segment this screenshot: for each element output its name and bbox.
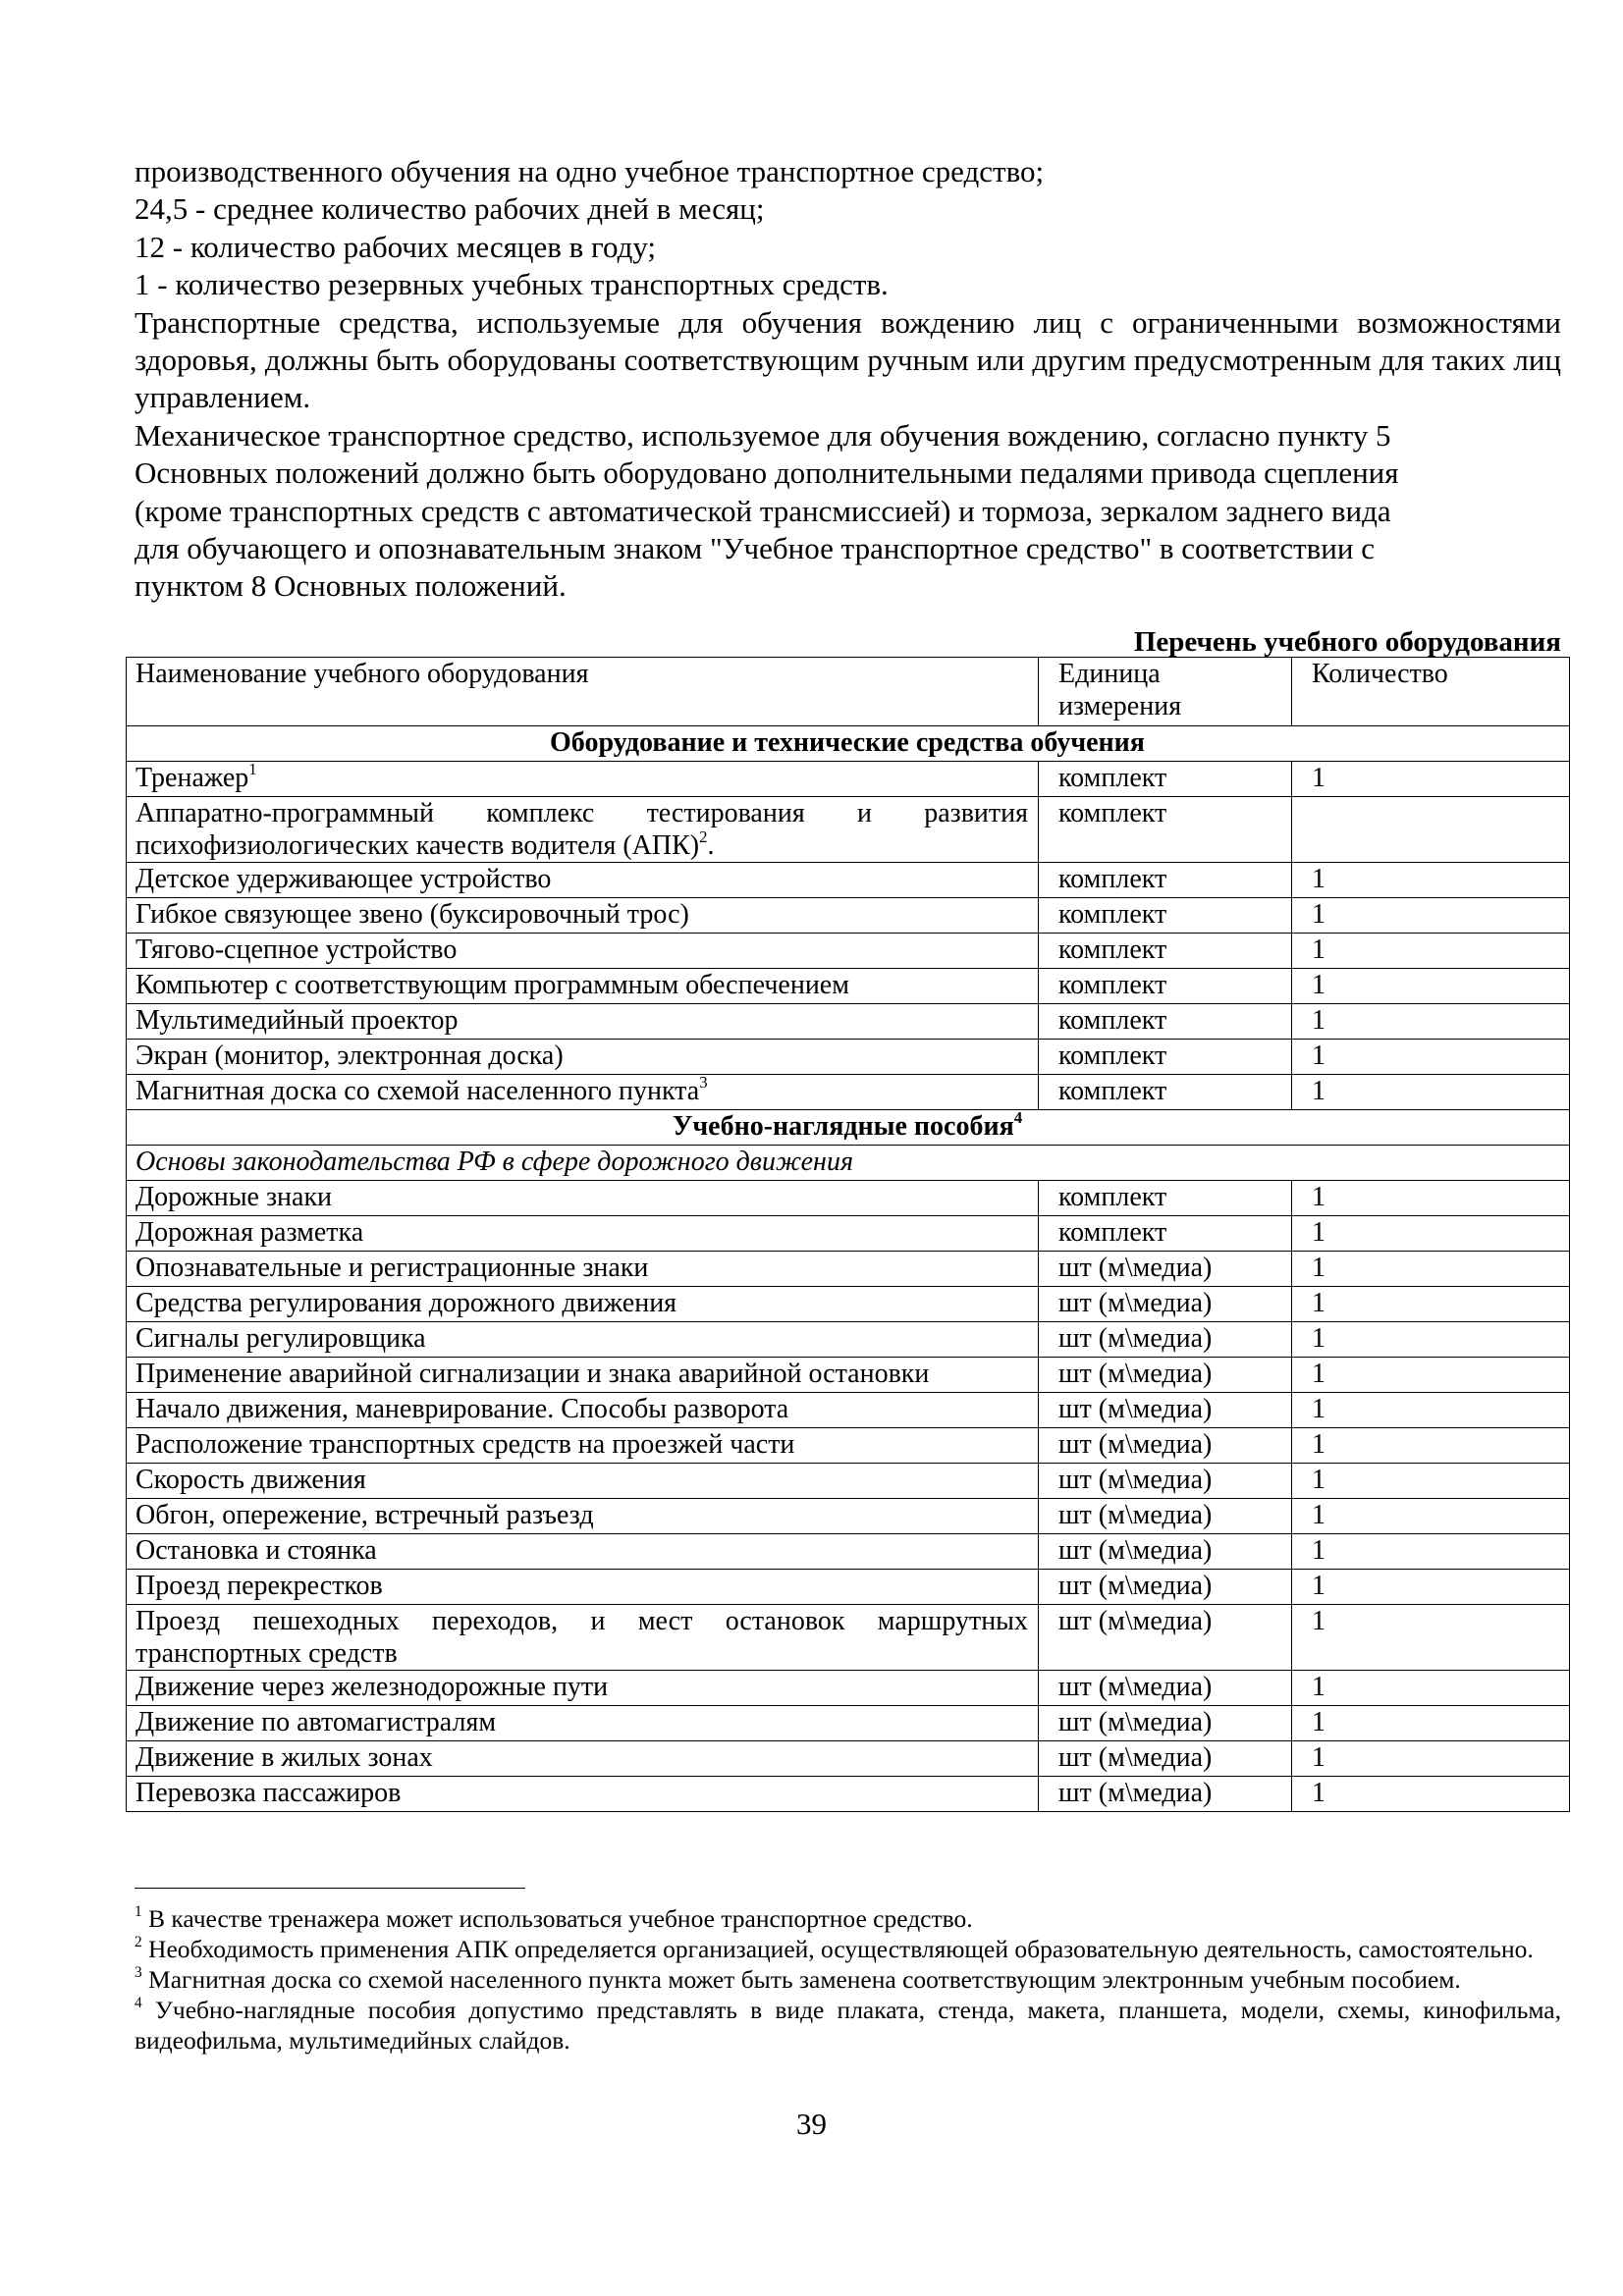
equipment-name: Аппаратно-программный комплекс тестирования и развития психофизиологических качеств водителя (АПК)$^2$. (127, 797, 1039, 863)
equipment-name: Перевозка пассажиров (127, 1777, 1039, 1812)
equipment-unit: шт (м\медиа) (1039, 1252, 1292, 1287)
equipment-quantity: 1 (1292, 1216, 1570, 1252)
table-header-row (127, 658, 1570, 726)
equipment-name: Остановка и стоянка (127, 1534, 1039, 1570)
equipment-quantity: 1 (1292, 1004, 1570, 1040)
equipment-quantity: 1 (1292, 1499, 1570, 1534)
page-number: 39 (796, 2107, 827, 2141)
footnote: $^4$ Учебно-наглядные пособия допустимо представлять в виде плаката, стенда, макета, планшета, модели, схемы, кинофильма, видеофильма, мультимедийных слайдов. (135, 1994, 1561, 2055)
table-row (127, 898, 1570, 934)
section-row-visual-aids (127, 1110, 1570, 1146)
footnote-number: 4 (135, 1994, 142, 2011)
equipment-name: Начало движения, маневрирование. Способы разворота (127, 1393, 1039, 1428)
equipment-unit: шт (м\медиа) (1039, 1322, 1292, 1358)
table-row (127, 1534, 1570, 1570)
table-row (127, 1671, 1570, 1706)
equipment-quantity: 1 (1292, 863, 1570, 898)
equipment-name: Движение в жилых зонах (127, 1741, 1039, 1777)
equipment-unit: комплект (1039, 969, 1292, 1004)
equipment-unit: шт (м\медиа) (1039, 1671, 1292, 1706)
equipment-unit: шт (м\медиа) (1039, 1464, 1292, 1499)
table-row (127, 1706, 1570, 1741)
footnote: $^1$ В качестве тренажера может использоваться учебное транспортное средство. (135, 1902, 973, 1933)
equipment-quantity: 1 (1292, 1393, 1570, 1428)
equipment-name: Проезд пешеходных переходов, и мест остановок маршрутных транспортных средств (127, 1605, 1039, 1671)
subsection-title: Основы законодательства РФ в сфере дорожного движения (127, 1146, 1570, 1181)
equipment-quantity: 1 (1292, 1570, 1570, 1605)
equipment-name: Проезд перекрестков (127, 1570, 1039, 1605)
table-row (127, 1428, 1570, 1464)
section-title: Оборудование и технические средства обучения (127, 726, 1570, 762)
section-title: Учебно-наглядные пособия$^4$ (127, 1110, 1570, 1146)
equipment-quantity: 1 (1292, 1075, 1570, 1110)
equipment-unit: шт (м\медиа) (1039, 1534, 1292, 1570)
footnote-ref: 4 (1013, 1107, 1023, 1127)
footnotes (135, 1903, 1561, 2056)
equipment-name: Обгон, опережение, встречный разъезд (127, 1499, 1039, 1534)
mechanical-vehicle-line: Механическое транспортное средство, используемое для обучения вождению, согласно пункту 5 (135, 417, 1391, 453)
table-row (127, 1605, 1570, 1671)
equipment-name: Дорожная разметка (127, 1216, 1039, 1252)
table-row (127, 797, 1570, 863)
equipment-name: Расположение транспортных средств на проезжей части (127, 1428, 1039, 1464)
header-name: Наименование учебного оборудования (127, 658, 1039, 726)
disabled-drivers-paragraph: Транспортные средства, используемые для обучения вождению лиц с ограниченными возможностями здоровья, должны быть оборудованы соответствующим ручным или другим предусмотренным для таких лиц управлением. (135, 304, 1561, 415)
equipment-unit: комплект (1039, 797, 1292, 863)
mechanical-vehicle-line: (кроме транспортных средств с автоматической трансмиссией) и тормоза, зеркалом заднего вида (135, 493, 1391, 528)
equipment-unit: шт (м\медиа) (1039, 1393, 1292, 1428)
equipment-quantity: 1 (1292, 1534, 1570, 1570)
equipment-name: Средства регулирования дорожного движения (127, 1287, 1039, 1322)
equipment-quantity: 1 (1292, 934, 1570, 969)
table-row (127, 1393, 1570, 1428)
equipment-name: Детское удерживающее устройство (127, 863, 1039, 898)
equipment-name: Магнитная доска со схемой населенного пункта$^3$ (127, 1075, 1039, 1110)
equipment-unit: шт (м\медиа) (1039, 1706, 1292, 1741)
equipment-name: Компьютер с соответствующим программным обеспечением (127, 969, 1039, 1004)
footnote-ref: 3 (699, 1072, 708, 1092)
equipment-quantity: 1 (1292, 1181, 1570, 1216)
equipment-list-title: Перечень учебного оборудования (1133, 626, 1561, 658)
equipment-quantity: 1 (1292, 898, 1570, 934)
equipment-name: Сигналы регулировщика (127, 1322, 1039, 1358)
equipment-quantity: 1 (1292, 1040, 1570, 1075)
equipment-name: Применение аварийной сигнализации и знака аварийной остановки (127, 1358, 1039, 1393)
equipment-unit: комплект (1039, 1040, 1292, 1075)
equipment-quantity: 1 (1292, 1287, 1570, 1322)
table-row (127, 1499, 1570, 1534)
table-row (127, 1040, 1570, 1075)
section-row-equipment (127, 726, 1570, 762)
equipment-unit: шт (м\медиа) (1039, 1777, 1292, 1812)
equipment-unit: шт (м\медиа) (1039, 1570, 1292, 1605)
equipment-quantity: 1 (1292, 1428, 1570, 1464)
intro-line: 12 - количество рабочих месяцев в году; (135, 229, 657, 264)
table-row (127, 1075, 1570, 1110)
table-row (127, 863, 1570, 898)
equipment-name: Экран (монитор, электронная доска) (127, 1040, 1039, 1075)
header-unit: Единица измерения (1039, 658, 1292, 726)
equipment-name: Скорость движения (127, 1464, 1039, 1499)
table-row (127, 1741, 1570, 1777)
footnote-ref: 2 (699, 827, 708, 846)
table-row (127, 1287, 1570, 1322)
equipment-quantity: 1 (1292, 762, 1570, 797)
equipment-unit: комплект (1039, 898, 1292, 934)
equipment-name: Тренажер$^1$ (127, 762, 1039, 797)
equipment-quantity: 1 (1292, 1252, 1570, 1287)
table-row (127, 1464, 1570, 1499)
table-row (127, 1216, 1570, 1252)
intro-line: 24,5 - среднее количество рабочих дней в месяц; (135, 191, 765, 227)
footnote: $^3$ Магнитная доска со схемой населенного пункта может быть заменена соответствующим электронным учебным пособием. (135, 1963, 1461, 1994)
mechanical-vehicle-line: пунктом 8 Основных положений. (135, 568, 567, 604)
equipment-unit: комплект (1039, 1181, 1292, 1216)
equipment-unit: комплект (1039, 863, 1292, 898)
equipment-quantity: 1 (1292, 1605, 1570, 1671)
equipment-unit: комплект (1039, 1216, 1292, 1252)
footnote-number: 3 (135, 1963, 142, 1981)
equipment-unit: комплект (1039, 934, 1292, 969)
equipment-quantity: 1 (1292, 1741, 1570, 1777)
equipment-quantity (1292, 797, 1570, 863)
table-row (127, 1181, 1570, 1216)
equipment-name: Опознавательные и регистрационные знаки (127, 1252, 1039, 1287)
header-quantity: Количество (1292, 658, 1570, 726)
equipment-table (126, 657, 1570, 1812)
footnote-number: 2 (135, 1933, 142, 1950)
equipment-unit: шт (м\медиа) (1039, 1287, 1292, 1322)
table-row (127, 1570, 1570, 1605)
mechanical-vehicle-line: для обучающего и опознавательным знаком "Учебное транспортное средство" в соответствии с (135, 531, 1375, 566)
table-row (127, 1004, 1570, 1040)
table-row (127, 934, 1570, 969)
footnote-number: 1 (135, 1902, 142, 1920)
table-row (127, 969, 1570, 1004)
table-row (127, 762, 1570, 797)
intro-line: производственного обучения на одно учебное транспортное средство; (135, 154, 1045, 188)
equipment-quantity: 1 (1292, 1464, 1570, 1499)
equipment-unit: шт (м\медиа) (1039, 1605, 1292, 1671)
equipment-quantity: 1 (1292, 969, 1570, 1004)
equipment-name: Гибкое связующее звено (буксировочный трос) (127, 898, 1039, 934)
equipment-unit: комплект (1039, 1075, 1292, 1110)
table-row (127, 1777, 1570, 1812)
equipment-quantity: 1 (1292, 1358, 1570, 1393)
equipment-quantity: 1 (1292, 1671, 1570, 1706)
equipment-quantity: 1 (1292, 1706, 1570, 1741)
equipment-name: Движение через железнодорожные пути (127, 1671, 1039, 1706)
footnote-ref: 1 (248, 759, 257, 778)
equipment-quantity: 1 (1292, 1777, 1570, 1812)
equipment-unit: комплект (1039, 762, 1292, 797)
subsection-row (127, 1146, 1570, 1181)
equipment-unit: шт (м\медиа) (1039, 1499, 1292, 1534)
equipment-name: Мультимедийный проектор (127, 1004, 1039, 1040)
equipment-unit: комплект (1039, 1004, 1292, 1040)
table-row (127, 1358, 1570, 1393)
equipment-name: Движение по автомагистралям (127, 1706, 1039, 1741)
equipment-unit: шт (м\медиа) (1039, 1428, 1292, 1464)
footnote: $^2$ Необходимость применения АПК определяется организацией, осуществляющей образовательную деятельность, самостоятельно. (135, 1933, 1534, 1963)
equipment-quantity: 1 (1292, 1322, 1570, 1358)
mechanical-vehicle-line: Основных положений должно быть оборудовано дополнительными педалями привода сцепления (135, 455, 1399, 491)
intro-text (135, 153, 1561, 606)
table-row (127, 1322, 1570, 1358)
table-row (127, 1252, 1570, 1287)
equipment-unit: шт (м\медиа) (1039, 1358, 1292, 1393)
equipment-name: Тягово-сцепное устройство (127, 934, 1039, 969)
equipment-name: Дорожные знаки (127, 1181, 1039, 1216)
equipment-unit: шт (м\медиа) (1039, 1741, 1292, 1777)
footnote-separator (135, 1888, 525, 1889)
intro-line: 1 - количество резервных учебных транспортных средств. (135, 267, 889, 302)
